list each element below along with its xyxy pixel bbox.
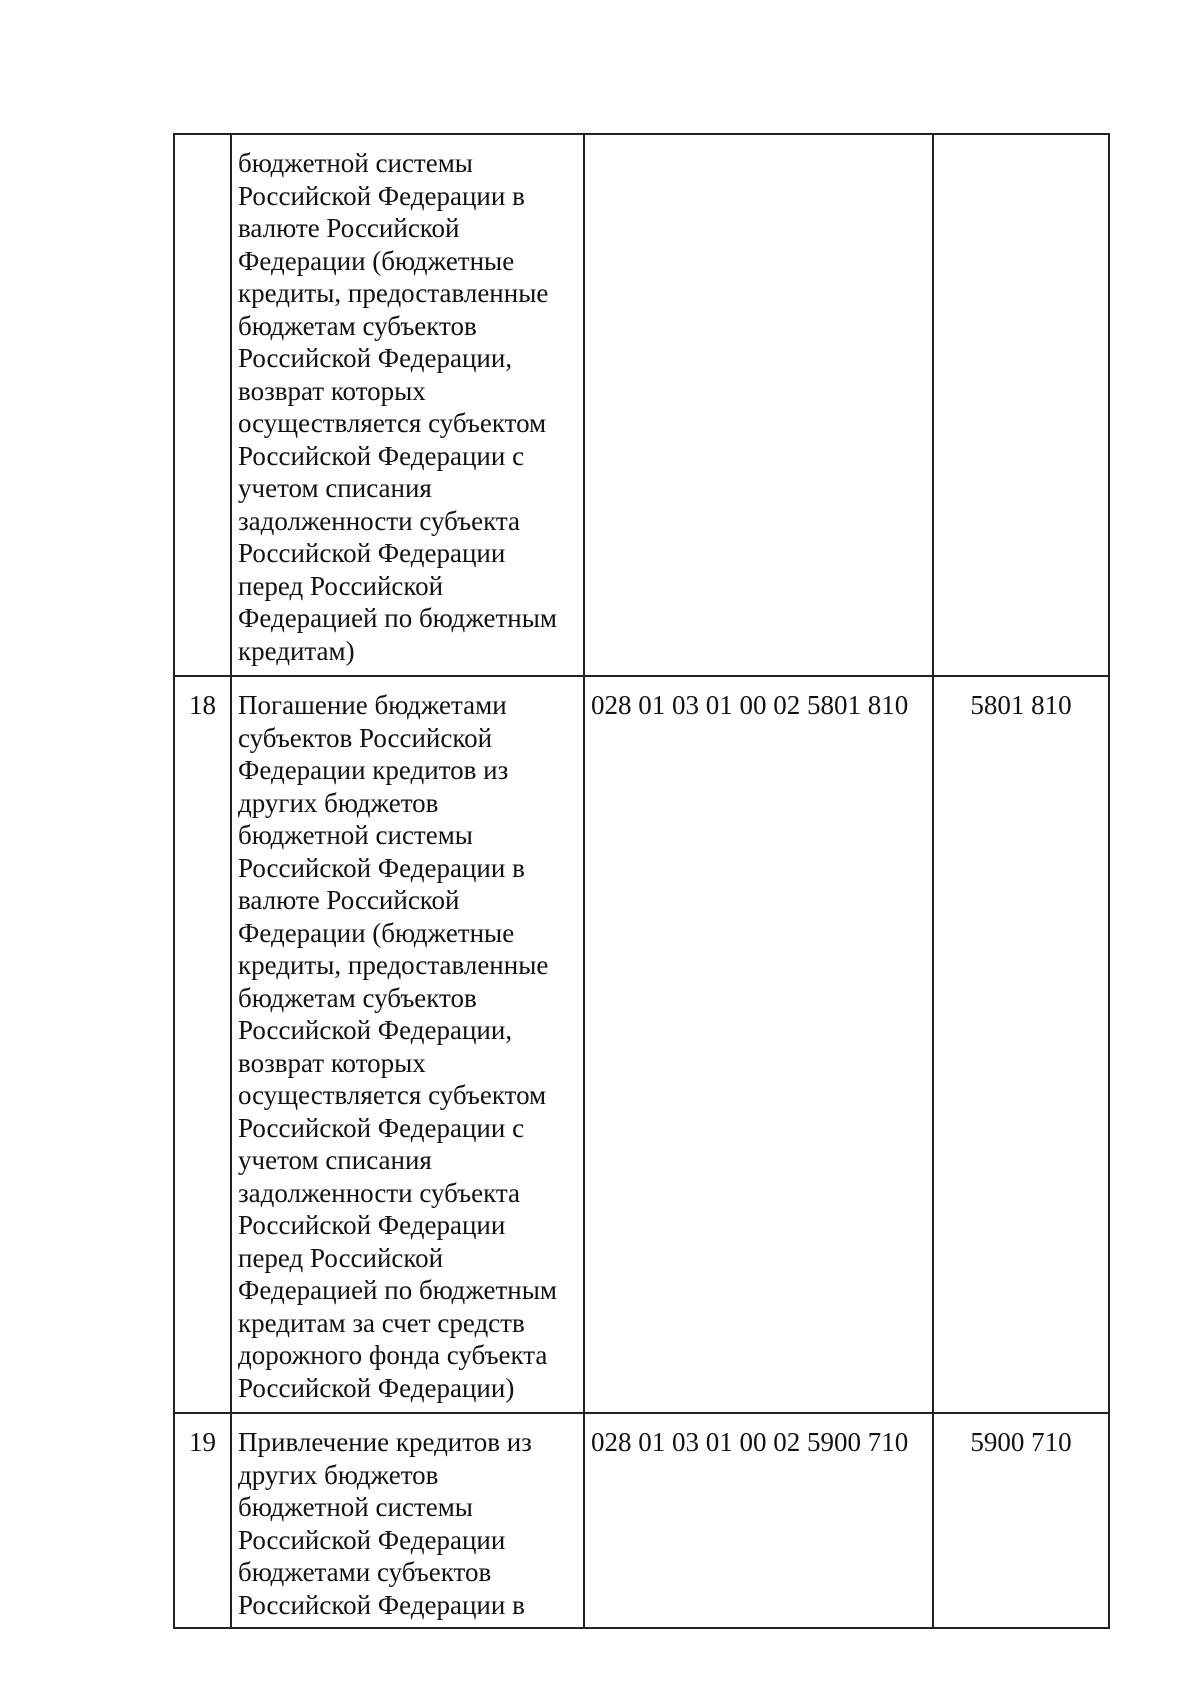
row-amount-cell: 5900 710 (933, 1413, 1109, 1628)
description-line: Российской Федерации в (238, 1589, 525, 1620)
description-line: Российской Федерации в (238, 852, 525, 883)
row-amount-cell: 5801 810 (933, 676, 1109, 1413)
description-line: Российской Федерации (238, 1210, 506, 1240)
description-line: Привлечение кредитов из (238, 1427, 532, 1457)
row-code-cell (584, 134, 933, 676)
description-line: осуществляется субъектом (238, 408, 547, 438)
table-row (174, 676, 1109, 1413)
table-row (174, 1413, 1109, 1628)
description-line: Российской Федерации, (238, 1015, 513, 1045)
description-line: Федерации (бюджетные (238, 917, 515, 948)
description-line: кредитам) (238, 635, 355, 666)
row-description-cell (231, 676, 584, 1413)
row-number-cell: 18 (174, 676, 231, 1413)
description-line: Федерацией по бюджетным (238, 603, 557, 633)
description-line: кредиты, предоставленные (238, 950, 549, 980)
description-line: Федерации (бюджетные (238, 245, 515, 276)
description-line: задолженности субъекта (238, 1177, 520, 1208)
row-amount-cell (933, 134, 1109, 676)
description-line: перед Российской (238, 570, 444, 601)
row-number-cell (174, 134, 231, 676)
description-line: учетом списания (238, 473, 432, 503)
description-line: Российской Федерации (238, 538, 506, 568)
description-line: Российской Федерации (238, 1524, 506, 1555)
description-line: Российской Федерации, (238, 343, 513, 373)
description-line: субъектов Российской (238, 722, 493, 753)
row-description-cell (231, 1413, 584, 1628)
description-line: кредиты, предоставленные (238, 278, 549, 308)
description-line: бюджетами субъектов (238, 1557, 492, 1587)
row-number-cell: 19 (174, 1413, 231, 1628)
description-line: Российской Федерации) (238, 1372, 515, 1403)
description-line: Российской Федерации с (238, 1112, 525, 1143)
description-line: других бюджетов (238, 787, 439, 818)
description-line: дорожного фонда субъекта (238, 1340, 548, 1370)
description-line: перед Российской (238, 1242, 444, 1273)
row-code-cell: 028 01 03 01 00 02 5900 710 (584, 1413, 933, 1628)
description-line: возврат которых (238, 1047, 426, 1078)
description-line: Федерации кредитов из (238, 755, 509, 785)
description-line: Погашение бюджетами (238, 690, 507, 720)
description-line: бюджетной системы (238, 820, 473, 850)
description-line: Федерацией по бюджетным (238, 1275, 557, 1305)
table-row (174, 134, 1109, 676)
description-line: Российской Федерации с (238, 440, 525, 471)
description-line: возврат которых (238, 375, 426, 406)
description-line: Российской Федерации в (238, 180, 525, 211)
row-code-cell: 028 01 03 01 00 02 5801 810 (584, 676, 933, 1413)
description-line: бюджетам субъектов (238, 982, 477, 1013)
description-line: других бюджетов (238, 1459, 439, 1490)
description-line: задолженности субъекта (238, 505, 520, 536)
description-line: осуществляется субъектом (238, 1080, 547, 1110)
description-line: валюте Российской (238, 885, 460, 915)
description-line: бюджетам субъектов (238, 310, 477, 341)
row-description-cell (231, 134, 584, 676)
description-line: бюджетной системы (238, 148, 473, 178)
description-line: бюджетной системы (238, 1492, 473, 1522)
budget-table (173, 133, 1110, 1629)
description-line: кредитам за счет средств (238, 1307, 525, 1338)
description-line: учетом списания (238, 1145, 432, 1175)
description-line: валюте Российской (238, 213, 460, 243)
